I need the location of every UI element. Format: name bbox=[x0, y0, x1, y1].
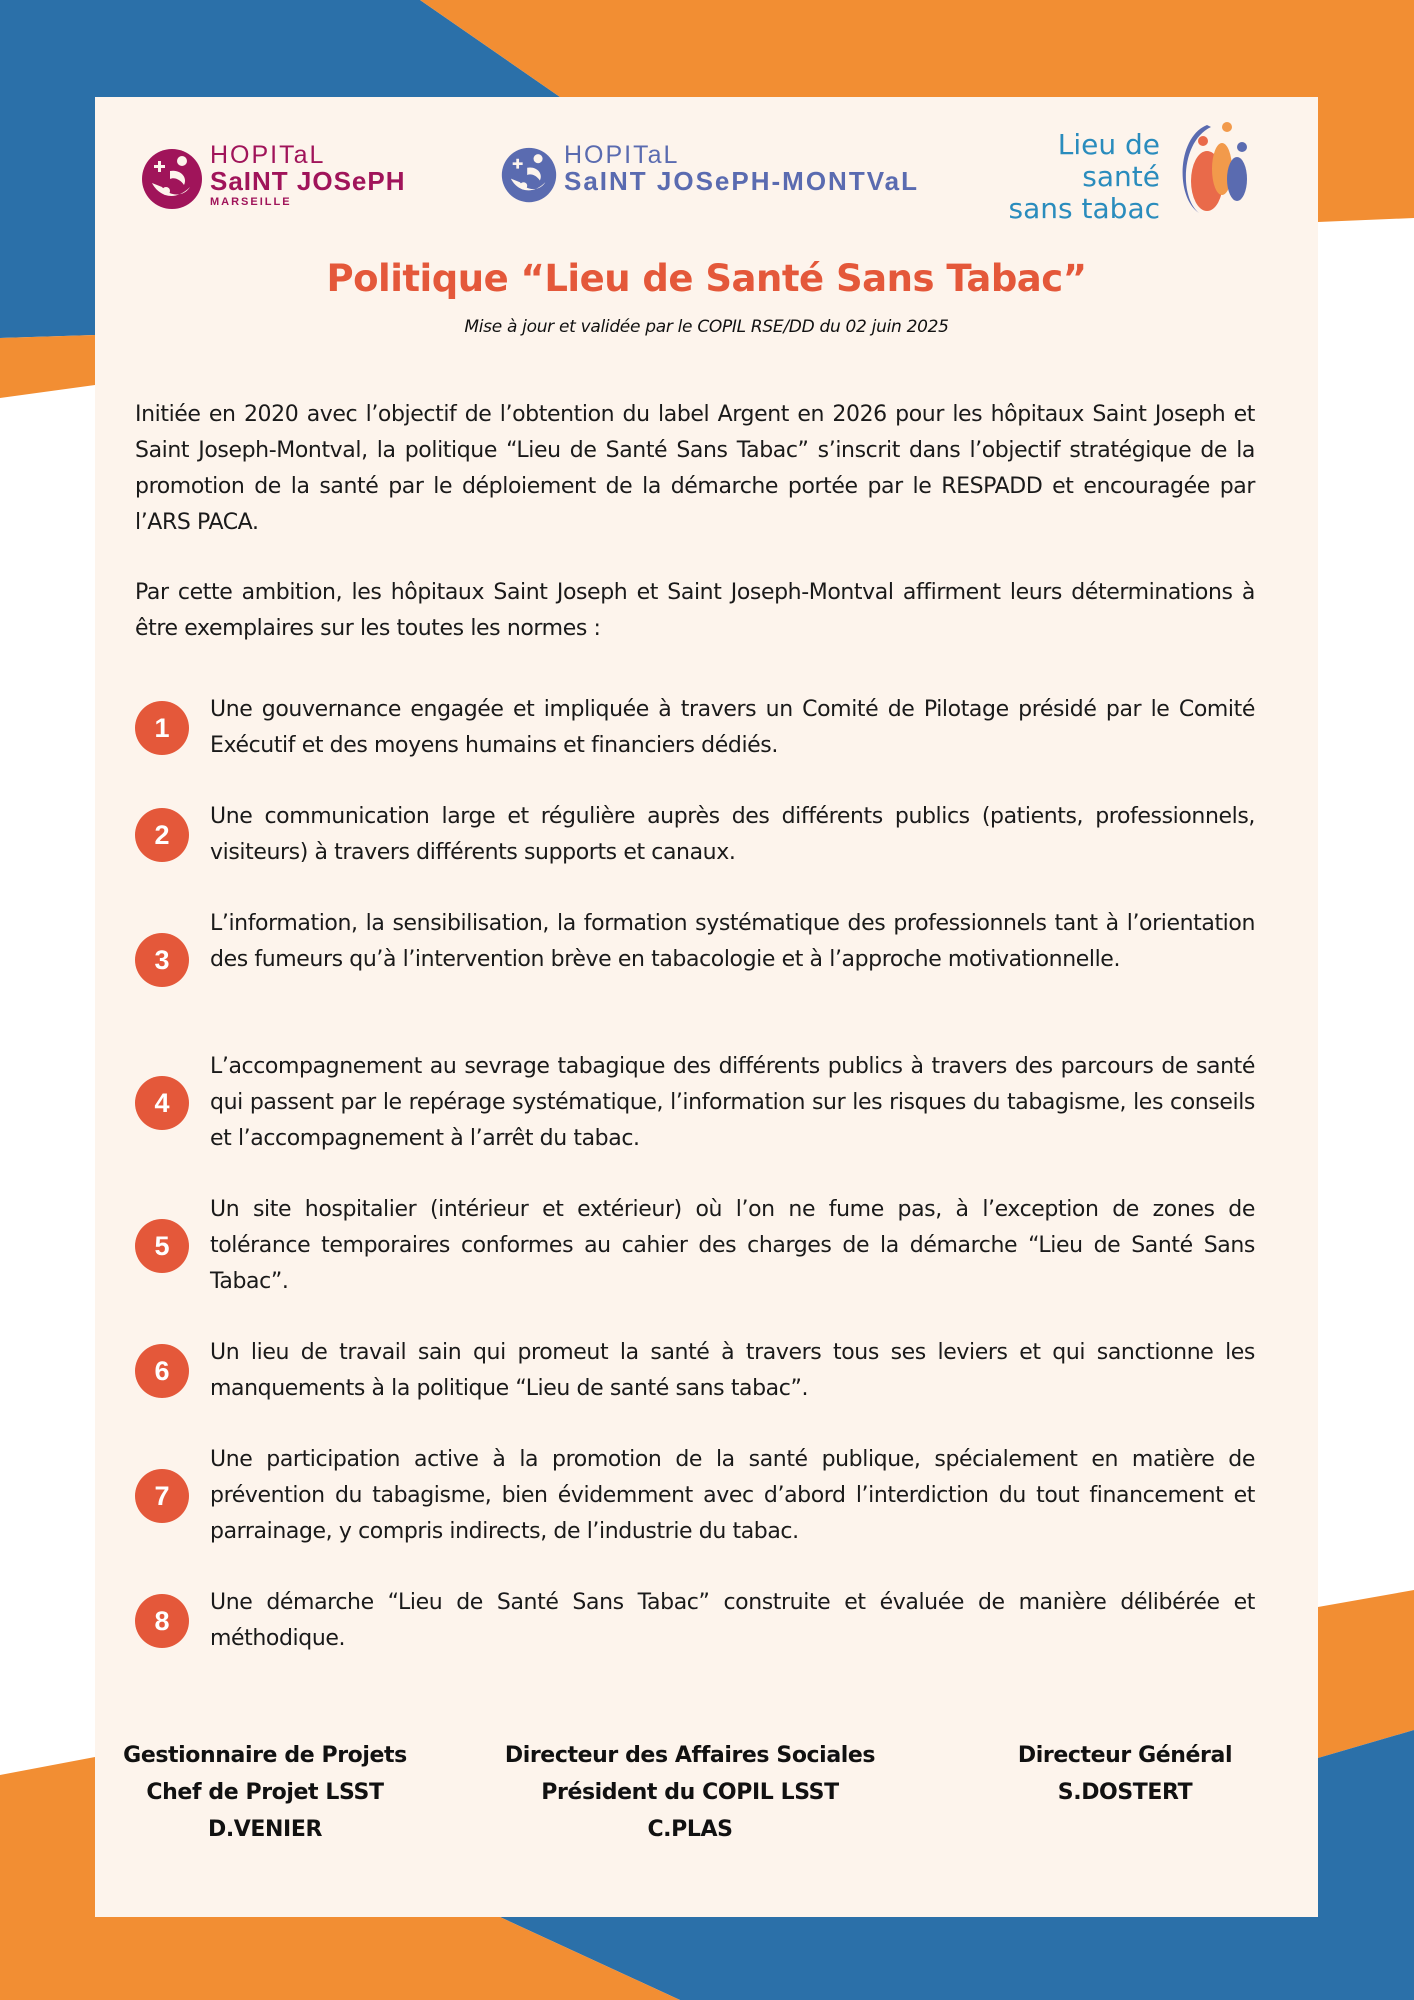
commitment-text: L’information, la sensibilisation, la formation systématique des professionnels tant à l’orientation des fumeurs qu’à l’intervention brève en tabacologie et à l’approche motivationnelle. bbox=[210, 911, 1255, 972]
signature-name: D.VENIER bbox=[207, 1817, 323, 1842]
signature-role: Gestionnaire de Projets bbox=[123, 1743, 407, 1768]
signature-role: Chef de Projet LSST bbox=[146, 1780, 384, 1805]
number-badge: 8 bbox=[135, 1594, 189, 1648]
sj-logo-line3: MARSEILLE bbox=[210, 196, 292, 208]
sjm-logo-line2: SaINT JOSePH-MONTVaL bbox=[564, 166, 919, 196]
signature-name: S.DOSTERT bbox=[1057, 1780, 1193, 1805]
number-badge: 4 bbox=[135, 1076, 189, 1130]
sjm-logo-line1: HOPITaL bbox=[564, 141, 680, 169]
commitment-text: Un lieu de travail sain qui promeut la santé à travers tous ses leviers et qui sanctionne les manquements à la politique “Lieu de santé sans tabac”. bbox=[210, 1340, 1255, 1401]
commitment-text: Une gouvernance engagée et impliquée à travers un Comité de Pilotage présidé par le Comité Exécutif et des moyens humains et financiers dédiés. bbox=[210, 697, 1255, 758]
number-badge: 5 bbox=[135, 1219, 189, 1273]
signature-name: C.PLAS bbox=[647, 1817, 733, 1842]
page-subtitle: Mise à jour et validée par le COPIL RSE/DD du 02 juin 2025 bbox=[464, 317, 949, 337]
saint-joseph-emblem-icon bbox=[140, 147, 204, 211]
number-badge: 6 bbox=[135, 1344, 189, 1398]
lsst-logo-line2: sans tabac bbox=[1008, 192, 1160, 225]
number-badge: 7 bbox=[135, 1469, 189, 1523]
signature-role: Président du COPIL LSST bbox=[541, 1780, 839, 1805]
intro-paragraph-1: Initiée en 2020 avec l’objectif de l’obtention du label Argent en 2026 pour les hôpitaux Saint Joseph et Saint Joseph-Montval, la politique “Lieu de Santé Sans Tabac” s’inscrit dans l’objectif stratégique de la promotion de la santé par le déploiement de la démarche portée par le RESPADD et encouragée par l’ARS PACA. bbox=[135, 402, 1255, 535]
commitment-text: L’accompagnement au sevrage tabagique des différents publics à travers des parcours de santé qui passent par le repérage systématique, l’information sur les risques du tabagisme, les conseils et l’accompagnement à l’arrêt du tabac. bbox=[210, 1054, 1255, 1151]
signature-role: Directeur Général bbox=[1017, 1743, 1233, 1768]
page-title: Politique “Lieu de Santé Sans Tabac” bbox=[326, 257, 1087, 300]
commitment-text: Un site hospitalier (intérieur et extérieur) où l’on ne fume pas, à l’exception de zones de tolérance temporaires conformes au cahier des charges de la démarche “Lieu de Santé Sans Tabac”. bbox=[210, 1197, 1255, 1294]
signature-role: Directeur des Affaires Sociales bbox=[504, 1743, 876, 1768]
logo-hopital-saint-joseph bbox=[140, 142, 430, 217]
bg-orange-bottom-right bbox=[1318, 1590, 1414, 1758]
number-badge: 2 bbox=[135, 808, 189, 862]
intro-paragraph-2: Par cette ambition, les hôpitaux Saint Joseph et Saint Joseph-Montval affirment leurs déterminations à être exemplaires sur les toutes les normes : bbox=[135, 580, 1255, 641]
lsst-people-icon bbox=[1167, 117, 1267, 217]
bg-orange-left bbox=[0, 335, 95, 398]
signature-project-manager bbox=[115, 1737, 415, 1848]
logo-hopital-saint-joseph-montval bbox=[500, 142, 930, 217]
saint-joseph-montval-emblem-icon bbox=[500, 146, 558, 204]
signature-social-affairs-director bbox=[490, 1737, 890, 1848]
sj-logo-line1: HOPITaL bbox=[210, 141, 326, 169]
commitment-text: Une participation active à la promotion de la santé publique, spécialement en matière de prévention du tabagisme, bien évidemment avec d’abord l’interdiction du tout financement et parrainage, y compris indirects, de l’industrie du tabac. bbox=[210, 1447, 1255, 1544]
number-badge: 1 bbox=[135, 701, 189, 755]
signature-general-director bbox=[975, 1737, 1275, 1811]
number-badge: 3 bbox=[135, 933, 189, 987]
logo-lieu-de-sante-sans-tabac bbox=[975, 117, 1275, 227]
policy-sheet bbox=[95, 97, 1318, 1917]
sj-logo-line2: SaINT JOSePH bbox=[210, 166, 406, 196]
lsst-logo-line1: Lieu de santé bbox=[1057, 128, 1160, 193]
commitment-text: Une démarche “Lieu de Santé Sans Tabac” construite et évaluée de manière délibérée et méthodique. bbox=[210, 1590, 1255, 1651]
commitment-text: Une communication large et régulière auprès des différents publics (patients, professionnels, visiteurs) à travers différents supports et canaux. bbox=[210, 804, 1255, 865]
